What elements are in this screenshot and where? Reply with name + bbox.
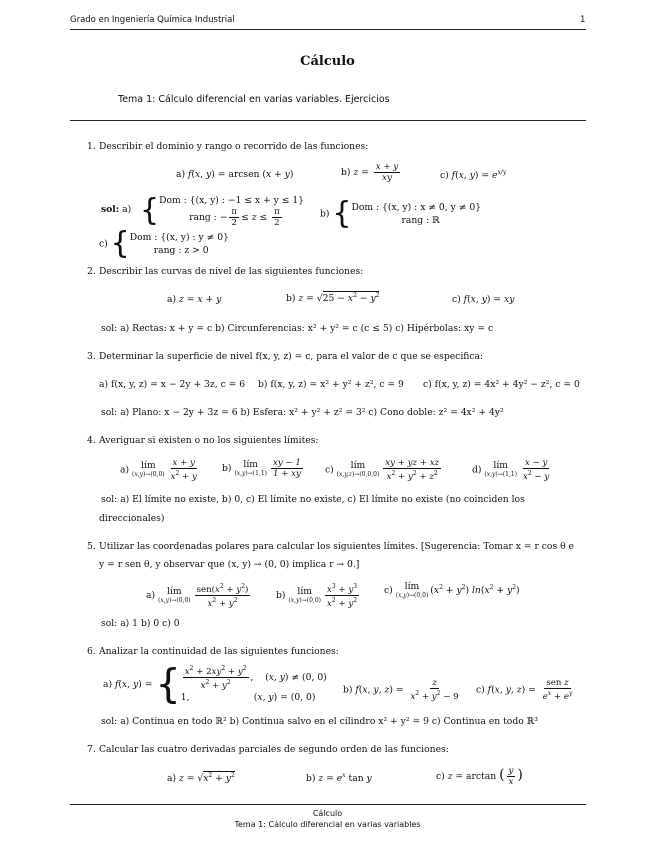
exercise-4-item-c: c) lím (x,y,z)→(0,0,0) $\frac{xy + yz + xz}{x^2 + y^2 + z^2}$	[325, 458, 440, 482]
exercise-1-solution-b: b) { Dom : {(x, y) : x ≠ 0, y ≠ 0} rang : ℝ	[320, 196, 482, 231]
solution-c-dom: Dom : {(x, y) : y ≠ 0}	[129, 232, 229, 243]
exercise-2-item-c: c) f(x, y) = xy	[452, 294, 515, 305]
title-rule	[70, 120, 586, 121]
exercise-5-item-b: b) lím (x,y)→(0,0) $\frac{x^3 + y^3}{x^2 + y^2}$	[276, 583, 358, 609]
exercise-1-solution-label: sol: a)	[101, 204, 132, 215]
solution-a-rang: rang : − $\frac{\pi}{2}$ ≤ z ≤ $\frac{\pi}{2}$	[189, 207, 280, 228]
exercise-3-solution: sol: a) Plano: x − 2y + 3z = 6 b) Esfera: x² + y² + z² = 3² c) Cono doble: z² = 4x² + 4y²	[101, 407, 504, 418]
solution-a-dom: Dom : {(x, y) : −1 ≤ x + y ≤ 1}	[159, 195, 305, 206]
exercise-7-item-b: b) $z = e^x$ tan y	[306, 772, 372, 785]
exercise-1-item-a: a) f(x, y) = arcsen (x + y)	[176, 169, 294, 180]
exercise-2-statement: Describir las curvas de nivel de las siguientes funciones:	[99, 266, 364, 277]
running-header-page-number: 1	[580, 15, 586, 25]
footer-topic: Tema 1: Cálculo diferencial en varias variables	[234, 820, 421, 829]
exercise-2-solution: sol: a) Rectas: x + y = c b) Circunferencias: x² + y² = c (c ≤ 5) c) Hipérbolas: xy = c	[101, 323, 494, 334]
exercise-3-number: 3.	[87, 351, 96, 362]
exercise-6-solution: sol: a) Continua en todo ℝ² b) Continua salvo en el cilindro x² + y² = 9 c) Continua en todo ℝ³	[101, 716, 538, 727]
exercise-1-item-c: c) f(x, $y) = e^{x/y}$	[440, 169, 507, 182]
exercise-5-number: 5.	[87, 541, 96, 552]
solution-c-rang: rang : z > 0	[153, 245, 209, 256]
exercise-1-solution-a: { Dom : {(x, y) : −1 ≤ x + y ≤ 1} rang : − $\frac{\pi}{2}$ ≤ z ≤ $\frac{\pi}{2}$	[140, 193, 305, 228]
exercise-4-item-a: a) lím (x,y)→(0,0) $\frac{x + y}{x^2 + y}$	[120, 458, 197, 482]
page-title: Cálculo	[300, 54, 355, 69]
page-subtitle: Tema 1: Cálculo diferencial en varias variables. Ejercicios	[118, 94, 390, 105]
exercise-4-item-d: d) lím (x,y)→(1,1) $\frac{x - y}{x^2 - y}$	[472, 458, 550, 482]
exercise-7-statement: Calcular las cuatro derivadas parciales de segundo orden de las funciones:	[99, 744, 449, 755]
exercise-4-number: 4.	[87, 435, 96, 446]
exercise-7-item-a: a) $z = √x^2 + y^2$	[167, 772, 235, 785]
exercise-3-statement: Determinar la superficie de nivel f(x, y, z) = c, para el valor de c que se especifica:	[99, 351, 484, 362]
exercise-6-item-c: c) f(x, y, z) = $\frac{\text{sen z}}{e^x + e^y}$	[476, 678, 573, 702]
solution-b-dom: Dom : {(x, y) : x ≠ 0, y ≠ 0}	[351, 202, 482, 213]
exercise-4-statement: Averiguar si existen o no los siguientes límites:	[99, 435, 319, 446]
exercise-3-item-c: c) f(x, y, z) = 4x² + 4y² − z², c = 0	[423, 379, 580, 390]
exercise-1-number: 1.	[87, 141, 96, 152]
exercise-6-number: 6.	[87, 646, 96, 657]
exercise-6-item-a: a) f(x, y) = { $\frac{x^2 + 2xy^2 + y^2}{x^2 + y^2}$ , (x, y) ≠ (0, 0) 1, (x, y) = (0, 0)	[103, 661, 327, 708]
exercise-7-item-c: c) z = arctan ( $\frac{y}{x}$ )	[436, 766, 523, 787]
exercise-4-solution-line2: direccionales)	[99, 513, 165, 524]
exercise-4-solution-line1: sol: a) El límite no existe, b) 0, c) El límite no existe, c) El límite no existe (no coinciden los	[101, 494, 525, 505]
exercise-3-item-b: b) f(x, y, z) = x² + y² + z², c = 9	[258, 379, 404, 390]
exercise-2-item-b: b) $z = √25 - x^2 - y^2$	[286, 292, 380, 305]
exercise-2-number: 2.	[87, 266, 96, 277]
header-rule	[70, 29, 586, 30]
exercise-6-item-b: b) f(x, y, z) = $\frac{z}{x^2 + y^2 - 9}$	[343, 678, 459, 702]
footer-course: Cálculo	[312, 809, 343, 818]
exercise-1-item-b: b) z = $\frac{x + y}{xy}$	[341, 162, 399, 183]
exercise-5-item-c: c) lím (x,y)→(0,0) $(x^2 + y^2) \ln(x^2 + y^2)$	[384, 581, 520, 599]
exercise-2-item-a: a) z = x + y	[167, 294, 222, 305]
exercise-6-statement: Analizar la continuidad de las siguientes funciones:	[99, 646, 339, 657]
exercise-3-item-a: a) f(x, y, z) = x − 2y + 3z, c = 6	[99, 379, 246, 390]
exercise-1-statement: Describir el dominio y rango o recorrido de las funciones:	[99, 141, 369, 152]
exercise-5-statement-line2: y = r sen θ, y observar que (x, y) → (0, 0) implica r → 0.]	[99, 559, 360, 570]
exercise-4-item-b: b) lím (x,y)→(1,1) $\frac{xy - 1}{1 + xy}$	[222, 458, 301, 479]
exercise-5-solution: sol: a) 1 b) 0 c) 0	[101, 618, 180, 629]
exercise-7-number: 7.	[87, 744, 96, 755]
solution-b-rang: rang : ℝ	[401, 215, 440, 226]
exercise-5-item-a: a) lím (x,y)→(0,0) $\frac{sen(x^2 + y^2)}{x^2 + y^2}$	[146, 583, 249, 609]
running-header-course: Grado en Ingeniería Química Industrial	[70, 15, 235, 25]
exercise-5-statement-line1: Utilizar las coordenadas polares para calcular los siguientes límites. [Sugerencia: Tomar x = r cos θ e	[99, 541, 574, 552]
footer-rule	[70, 804, 586, 805]
exercise-1-solution-c: c) { Dom : {(x, y) : y ≠ 0} rang : z > 0	[99, 226, 229, 261]
